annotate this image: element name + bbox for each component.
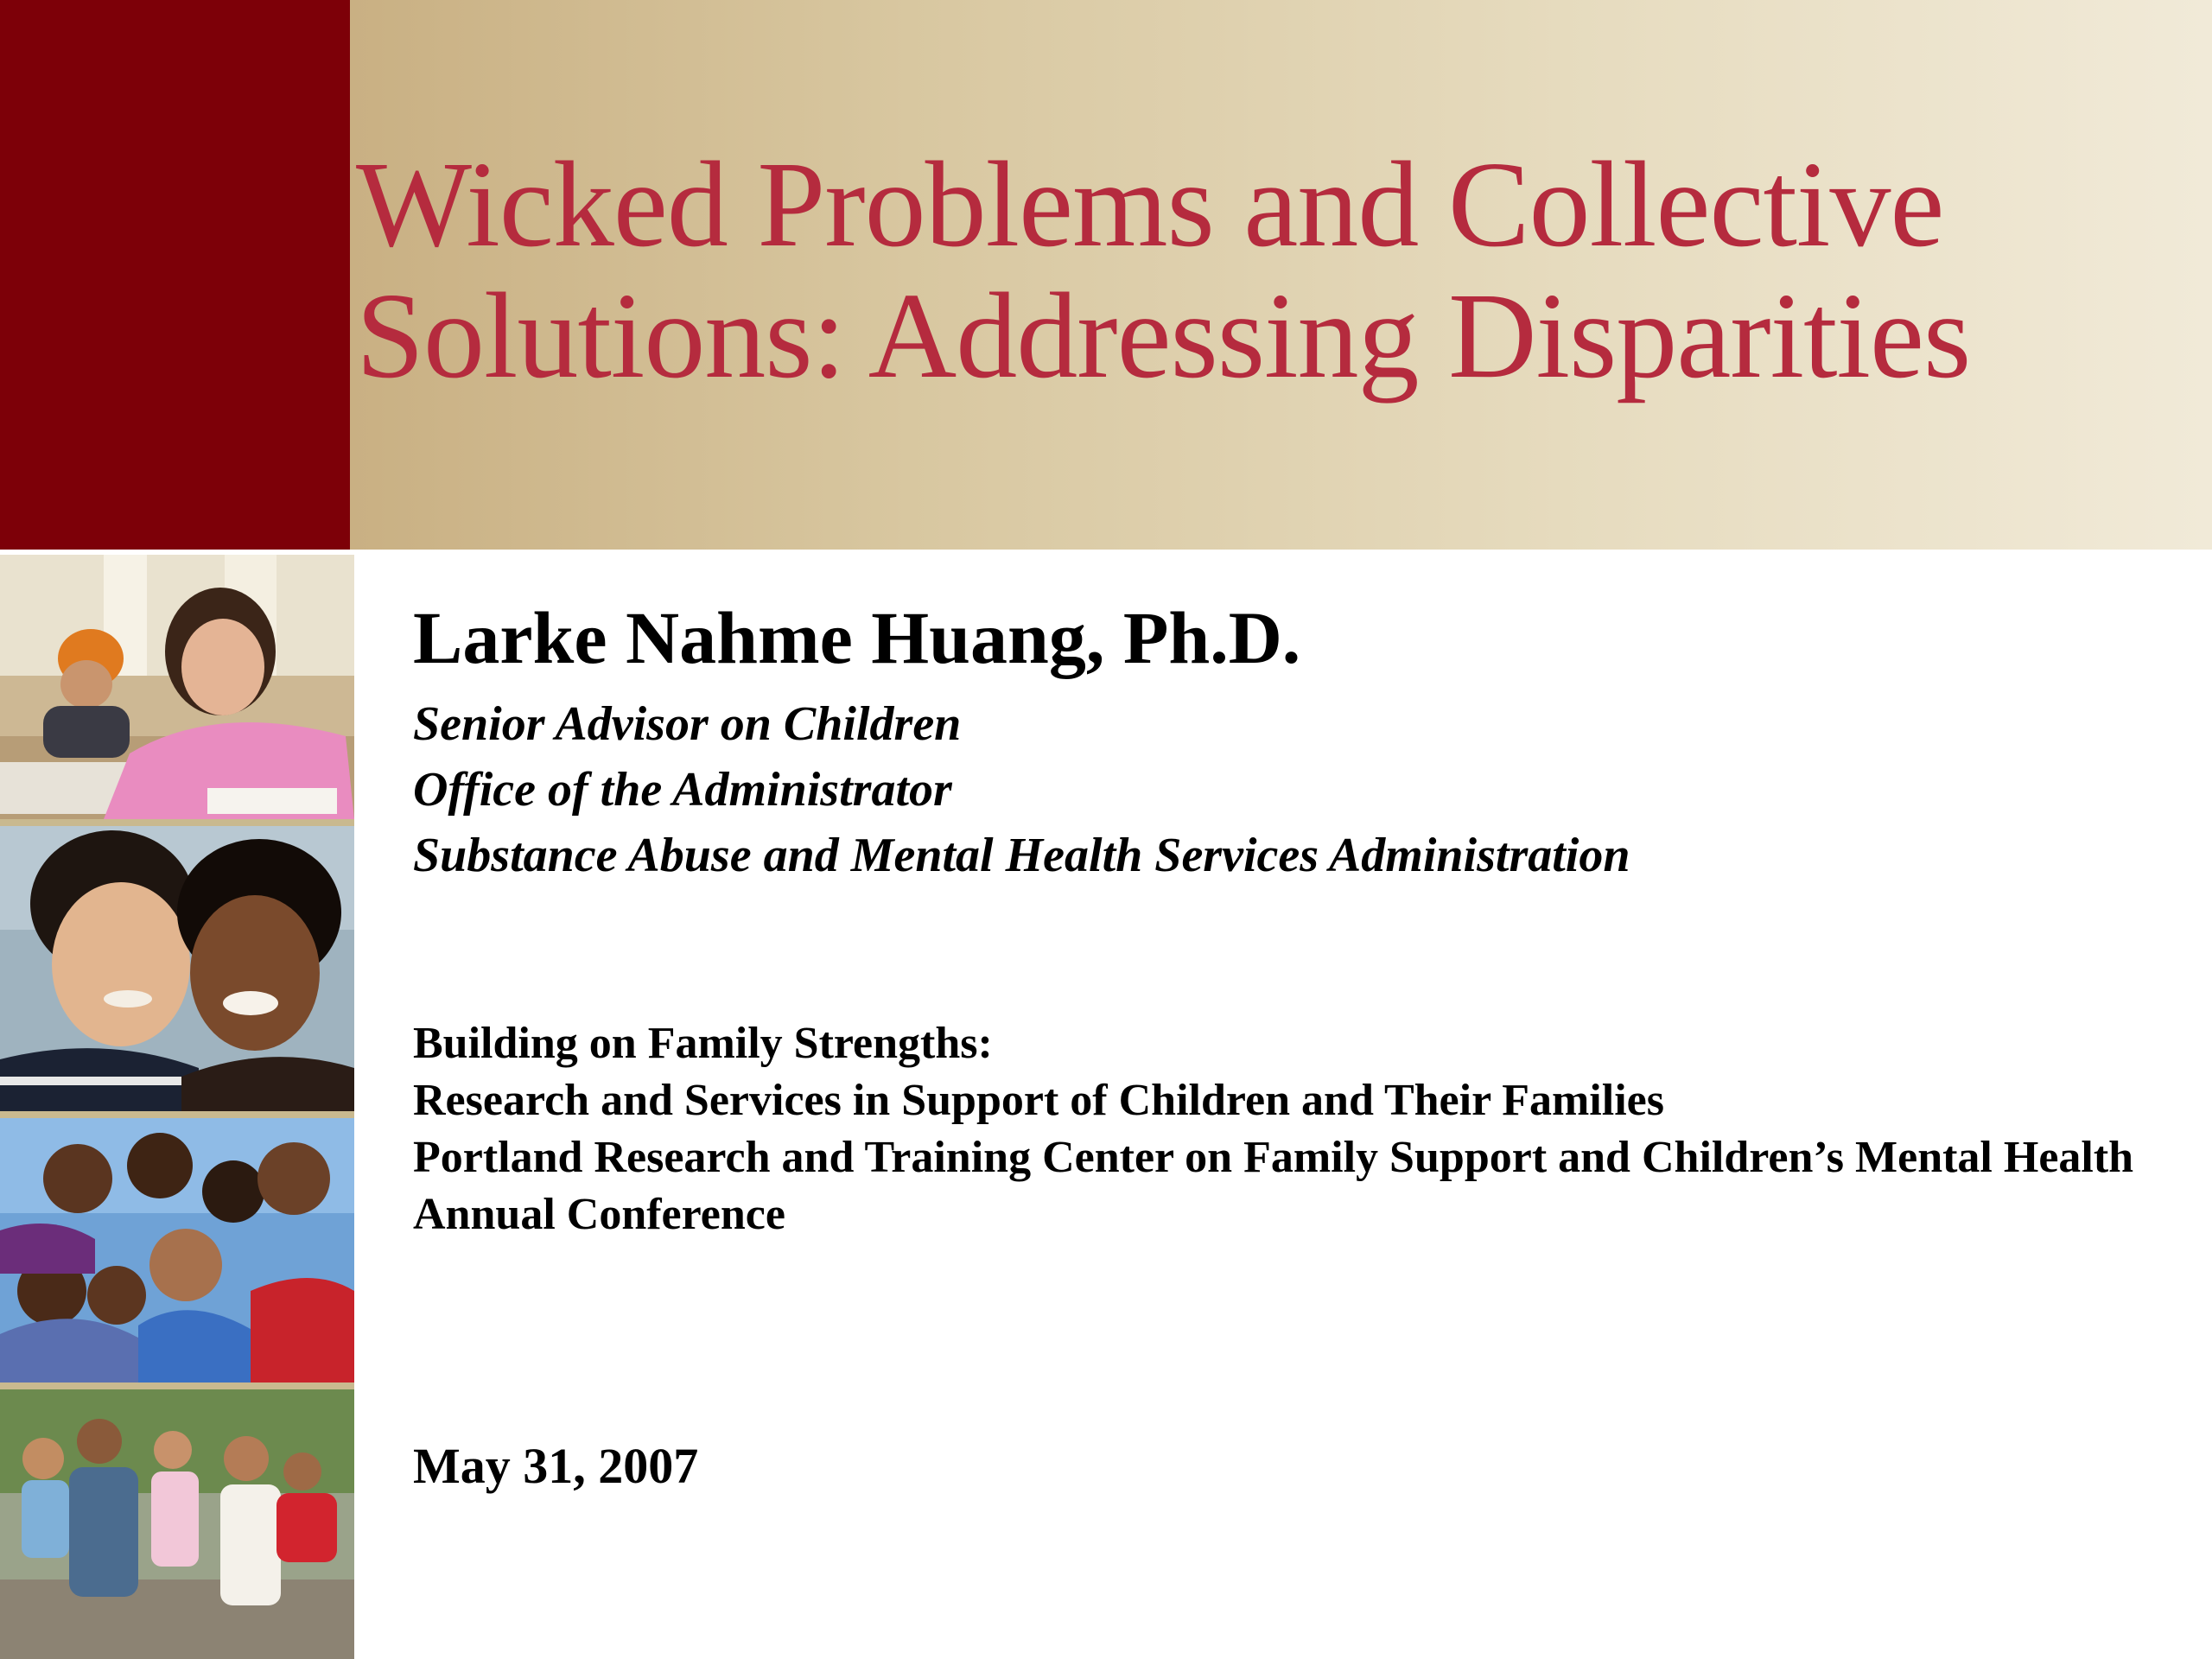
girl-reading-photo — [0, 555, 354, 819]
photo-divider — [0, 1111, 354, 1118]
photo-column — [0, 550, 354, 1659]
conference-line: Building on Family Strengths: — [413, 1019, 993, 1068]
slide-title — [356, 136, 2196, 404]
conference-line: Annual Conference — [413, 1190, 785, 1239]
photo-divider — [0, 1382, 354, 1389]
title-line-2: Solutions: Addressing Disparities — [356, 267, 1971, 404]
family-outdoors-photo — [0, 1389, 354, 1659]
affiliation-line: Senior Advisor on Children — [413, 697, 962, 751]
presenter-affiliation — [413, 691, 1630, 888]
maroon-accent-block — [0, 0, 350, 550]
affiliation-line: Substance Abuse and Mental Health Services Administration — [413, 829, 1630, 882]
photo-divider — [0, 819, 354, 826]
affiliation-line: Office of the Administrator — [413, 763, 952, 817]
presentation-date: May 31, 2007 — [413, 1438, 699, 1494]
conference-info — [413, 1020, 2176, 1248]
conference-line: Portland Research and Training Center on Family Support and Children’s Mental Health — [413, 1133, 2134, 1182]
presenter-name: Larke Nahme Huang, Ph.D. — [413, 596, 1301, 679]
title-line-1: Wicked Problems and Collective — [356, 136, 1944, 272]
family-group-photo — [0, 1118, 354, 1382]
two-boys-smiling-photo — [0, 826, 354, 1111]
conference-line: Research and Services in Support of Children and Their Families — [413, 1076, 1664, 1125]
